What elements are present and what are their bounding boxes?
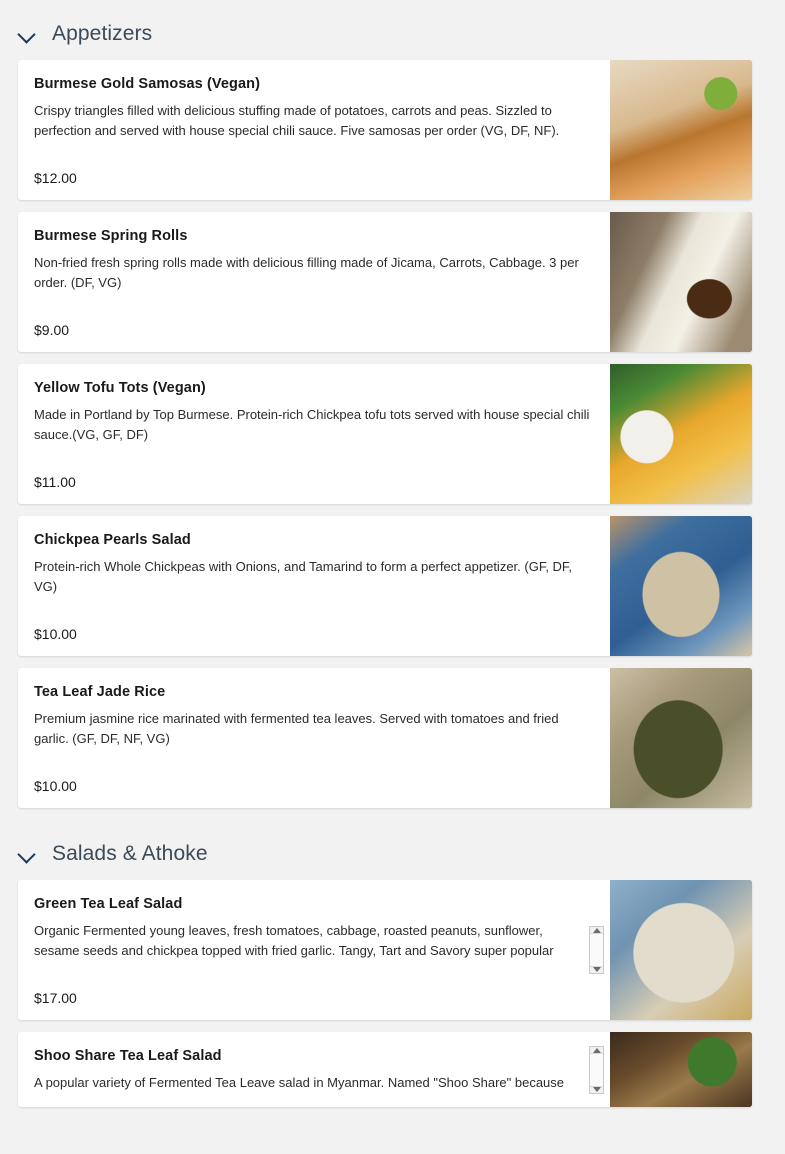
menu-item-details — [18, 1032, 610, 1107]
menu-item-description: Premium jasmine rice marinated with fermented tea leaves. Served with tomatoes and fried garlic. (GF, DF, NF, VG) — [34, 711, 559, 746]
menu-item-details — [18, 60, 610, 200]
menu-item-description: Crispy triangles filled with delicious stuffing made of potatoes, carrots and peas. Sizzled to perfection and served with house special chili sauce. Five samosas per order (VG, DF, NF). — [34, 103, 560, 138]
menu-item-price: $10.00 — [34, 626, 77, 642]
section-title: Appetizers — [52, 22, 153, 45]
section-header-appetizers[interactable] — [0, 0, 785, 60]
menu-item-name: Burmese Gold Samosas (Vegan) — [34, 76, 261, 92]
menu-item-name: Tea Leaf Jade Rice — [34, 684, 166, 700]
scroll-down-arrow-icon[interactable] — [593, 967, 601, 972]
menu-item-name: Yellow Tofu Tots (Vegan) — [34, 380, 206, 396]
menu-item-photo — [610, 516, 752, 656]
menu-item-photo — [610, 880, 752, 1020]
menu-item-description: Made in Portland by Top Burmese. Protein-rich Chickpea tofu tots served with house special chili sauce.(VG, GF, DF) — [34, 407, 590, 442]
menu-item-card[interactable] — [18, 880, 752, 1020]
menu-item-photo — [610, 212, 752, 352]
menu-item-card[interactable] — [18, 60, 752, 200]
menu-item-description: A popular variety of Fermented Tea Leave salad in Myanmar. Named "Shoo Share" because — [34, 1075, 565, 1090]
scrollbar-track[interactable] — [590, 933, 603, 967]
menu-item-price: $11.00 — [34, 474, 76, 490]
menu-item-price: $17.00 — [34, 990, 77, 1006]
menu-item-name: Green Tea Leaf Salad — [34, 896, 183, 912]
menu-item-price: $12.00 — [34, 170, 77, 186]
menu-item-photo — [610, 668, 752, 808]
menu-item-name: Chickpea Pearls Salad — [34, 532, 191, 548]
menu-item-description: Protein-rich Whole Chickpeas with Onions, and Tamarind to form a perfect appetizer. (GF, DF, VG) — [34, 559, 573, 594]
menu-item-photo — [610, 364, 752, 504]
menu-item-card[interactable] — [18, 516, 752, 656]
scroll-down-arrow-icon[interactable] — [593, 1087, 601, 1092]
chevron-down-icon[interactable] — [18, 844, 38, 864]
menu-item-details — [18, 668, 610, 808]
section-title: Salads & Athoke — [52, 842, 208, 865]
menu-item-name: Burmese Spring Rolls — [34, 228, 188, 244]
menu-item-card[interactable] — [18, 364, 752, 504]
menu-item-description: Non-fried fresh spring rolls made with delicious filling made of Jicama, Carrots, Cabbage. 3 per order. (DF, VG) — [34, 255, 579, 290]
menu-item-photo — [610, 60, 752, 200]
menu-item-photo — [610, 1032, 752, 1107]
chevron-down-icon[interactable] — [18, 24, 38, 44]
menu-item-card[interactable] — [18, 668, 752, 808]
menu-item-details — [18, 880, 610, 1020]
description-scrollbar[interactable] — [589, 1046, 604, 1094]
menu-item-details — [18, 212, 610, 352]
menu-item-price: $10.00 — [34, 778, 77, 794]
description-scrollbar[interactable] — [589, 926, 604, 974]
menu-item-name: Shoo Share Tea Leaf Salad — [34, 1048, 222, 1064]
menu-item-card[interactable] — [18, 212, 752, 352]
menu-item-card[interactable] — [18, 1032, 752, 1107]
menu-item-price: $9.00 — [34, 322, 70, 338]
menu-item-details — [18, 516, 610, 656]
scrollbar-track[interactable] — [590, 1053, 603, 1087]
menu-item-description: Organic Fermented young leaves, fresh tomatoes, cabbage, roasted peanuts, sunflower, sesame seeds and chickpea topped with fried garlic. Tangy, Tart and Savory super popular — [34, 923, 554, 958]
section-header-salads-athoke[interactable] — [0, 820, 785, 880]
menu-item-details — [18, 364, 610, 504]
